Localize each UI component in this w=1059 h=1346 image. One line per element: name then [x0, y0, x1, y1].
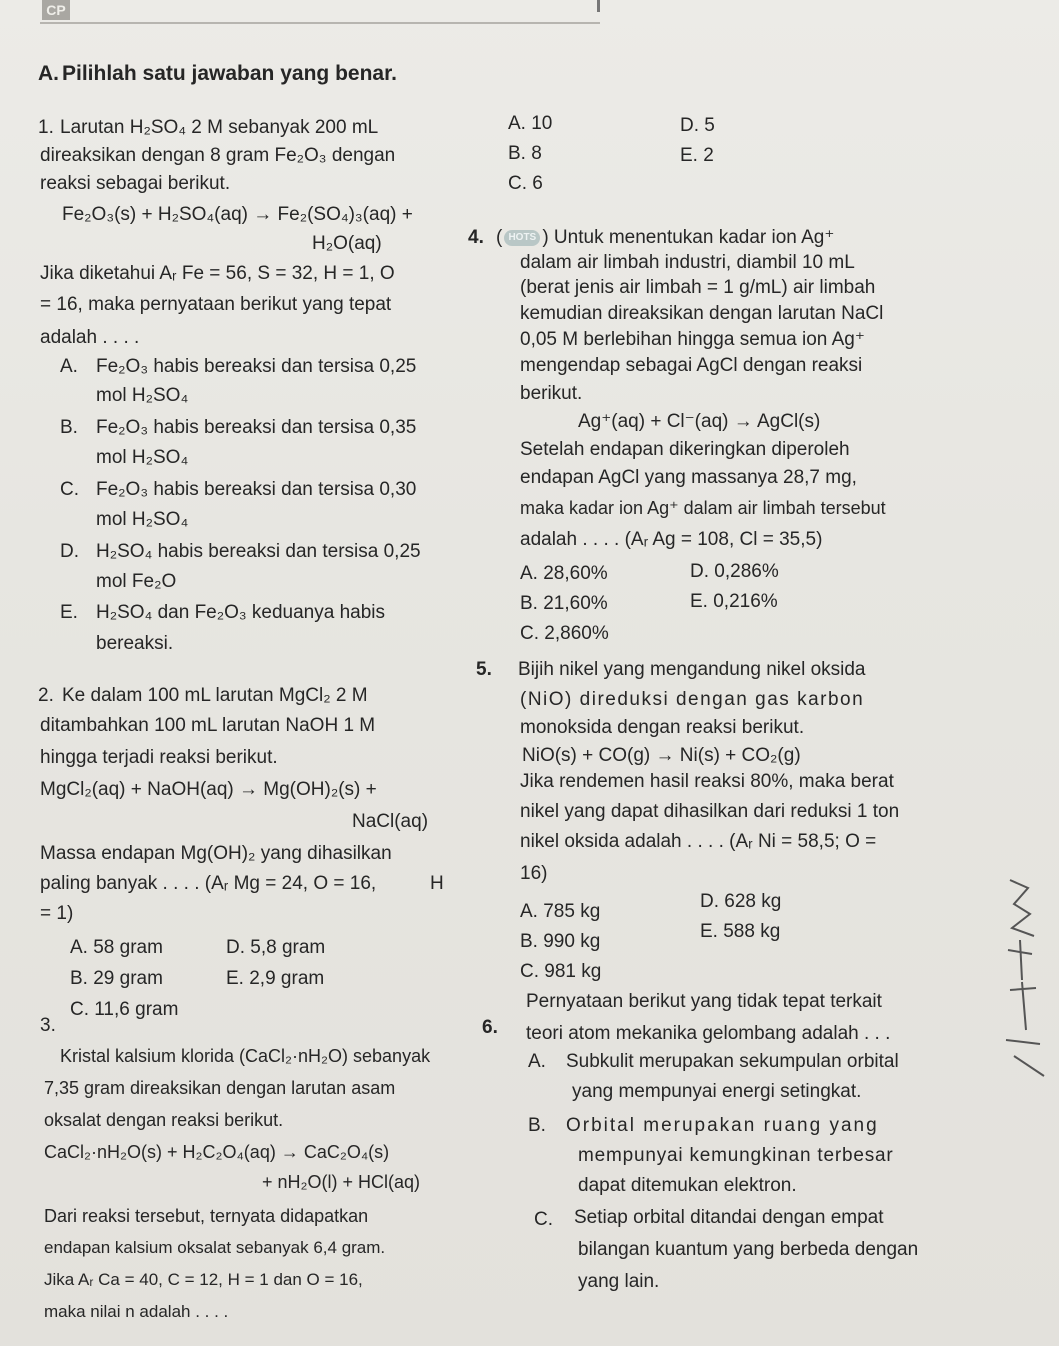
- q5-line-2: (NiO) direduksi dengan gas karbon: [520, 689, 865, 710]
- top-rule: [40, 0, 600, 24]
- section-title: Pilihlah satu jawaban yang benar.: [62, 62, 397, 85]
- q6-option-b-line-3[interactable]: dapat ditemukan elektron.: [578, 1175, 797, 1196]
- q1-option-b-letter[interactable]: B.: [60, 417, 78, 438]
- q1-option-d-letter[interactable]: D.: [60, 541, 79, 562]
- handwritten-margin-mark: [1000, 870, 1050, 1080]
- q4-line-3: kemudian direaksikan dengan larutan NaCl: [520, 303, 884, 324]
- q3-condition-2: endapan kalsium oksalat sebanyak 6,4 gram.: [44, 1238, 386, 1257]
- cp-logo: CP: [42, 0, 70, 20]
- q4-after-1: Setelah endapan dikeringkan diperoleh: [520, 439, 850, 460]
- q3-equation-2: + nH₂O(l) + HCl(aq): [262, 1172, 421, 1192]
- q3-condition-1: Dari reaksi tersebut, ternyata didapatkan: [44, 1206, 369, 1226]
- q1-option-a-text-2[interactable]: mol H₂SO₄: [96, 385, 189, 406]
- q4-intro: ) Untuk menentukan kadar ion Ag⁺: [542, 227, 835, 248]
- q2-equation-1: MgCl₂(aq) + NaOH(aq) → Mg(OH)₂(s) +: [40, 779, 377, 800]
- q4-line-0: [496, 226, 834, 250]
- q5-option-d[interactable]: D. 628 kg: [700, 891, 782, 912]
- q2-line-3: hingga terjadi reaksi berikut.: [40, 747, 278, 768]
- q5-after-1: Jika rendemen hasil reaksi 80%, maka berat: [520, 771, 894, 792]
- q4-option-e[interactable]: E. 0,216%: [690, 591, 778, 612]
- q5-after-4: 16): [520, 863, 548, 884]
- q4-option-c[interactable]: C. 2,860%: [520, 623, 609, 644]
- q1-option-b-text-2[interactable]: mol H₂SO₄: [96, 447, 189, 468]
- q2-line-2: ditambahkan 100 mL larutan NaOH 1 M: [40, 715, 376, 736]
- q4-line-6: berikut.: [520, 383, 583, 404]
- section-letter: A.: [38, 62, 59, 85]
- q4-option-d[interactable]: D. 0,286%: [690, 561, 779, 582]
- q6-option-b-line-1[interactable]: Orbital merupakan ruang yang: [566, 1115, 879, 1136]
- q6-option-a-letter[interactable]: A.: [528, 1051, 546, 1072]
- q2-condition-3: = 1): [40, 903, 74, 924]
- q1-option-d-text[interactable]: H₂SO₄ habis bereaksi dan tersisa 0,25: [96, 541, 421, 562]
- q1-line-1: Larutan H₂SO₄ 2 M sebanyak 200 mL: [60, 117, 379, 138]
- q5-line-1: Bijih nikel yang mengandung nikel oksida: [518, 659, 866, 680]
- q2-option-b[interactable]: B. 29 gram: [70, 968, 163, 989]
- q5-number: 5.: [476, 659, 492, 680]
- q6-option-b-letter[interactable]: B.: [528, 1115, 546, 1136]
- q1-option-c-letter[interactable]: C.: [60, 479, 79, 500]
- q1-line-3: reaksi sebagai berikut.: [40, 173, 231, 194]
- q6-number: 6.: [482, 1017, 498, 1038]
- q6-option-a-line-2[interactable]: yang mempunyai energi setingkat.: [572, 1081, 862, 1102]
- q3-option-d[interactable]: D. 5: [680, 115, 715, 136]
- q4-option-b[interactable]: B. 21,60%: [520, 593, 608, 614]
- q3-option-b[interactable]: B. 8: [508, 143, 542, 164]
- q1-option-e-text[interactable]: H₂SO₄ dan Fe₂O₃ keduanya habis: [96, 602, 386, 623]
- q4-after-4: adalah . . . . (Aᵣ Ag = 108, Cl = 35,5): [520, 529, 823, 550]
- q1-condition-3: adalah . . . .: [40, 327, 140, 348]
- q6-option-c-line-3[interactable]: yang lain.: [578, 1271, 660, 1292]
- q6-option-a-line-1[interactable]: Subkulit merupakan sekumpulan orbital: [566, 1051, 899, 1072]
- q5-equation: NiO(s) + CO(g) → Ni(s) + CO₂(g): [522, 745, 801, 766]
- q5-option-e[interactable]: E. 588 kg: [700, 921, 781, 942]
- q1-condition-2: = 16, maka pernyataan berikut yang tepat: [40, 294, 392, 315]
- q4-option-a[interactable]: A. 28,60%: [520, 563, 608, 584]
- q5-option-a[interactable]: A. 785 kg: [520, 901, 601, 922]
- q5-option-b[interactable]: B. 990 kg: [520, 931, 601, 952]
- q1-option-b-text[interactable]: Fe₂O₃ habis bereaksi dan tersisa 0,35: [96, 417, 417, 438]
- q5-after-2: nikel yang dapat dihasilkan dari reduksi 1 ton: [520, 801, 900, 822]
- q3-option-a[interactable]: A. 10: [508, 113, 553, 134]
- q3-line-1: Kristal kalsium klorida (CaCl₂·nH₂O) sebanyak: [60, 1046, 431, 1066]
- q5-after-3: nikel oksida adalah . . . . (Aᵣ Ni = 58,5; O =: [520, 831, 877, 852]
- q6-option-c-letter[interactable]: C.: [534, 1209, 553, 1230]
- q6-line-1: Pernyataan berikut yang tidak tepat terkait: [526, 991, 882, 1012]
- q3-condition-3: Jika Aᵣ Ca = 40, C = 12, H = 1 dan O = 16,: [44, 1270, 363, 1289]
- q4-equation: Ag⁺(aq) + Cl⁻(aq) → AgCl(s): [578, 411, 821, 432]
- q2-option-c[interactable]: C. 11,6 gram: [70, 999, 179, 1020]
- q6-line-2: teori atom mekanika gelombang adalah . . .: [526, 1023, 891, 1044]
- q2-line-1: Ke dalam 100 mL larutan MgCl₂ 2 M: [62, 685, 368, 706]
- q2-option-d[interactable]: D. 5,8 gram: [226, 937, 326, 958]
- q3-option-e[interactable]: E. 2: [680, 145, 714, 166]
- q3-line-2: 7,35 gram direaksikan dengan larutan asam: [44, 1078, 396, 1098]
- q6-option-c-line-1[interactable]: Setiap orbital ditandai dengan empat: [574, 1207, 884, 1228]
- q2-condition-2b: H: [430, 873, 444, 894]
- q5-option-c[interactable]: C. 981 kg: [520, 961, 602, 982]
- q3-option-c[interactable]: C. 6: [508, 173, 543, 194]
- q1-option-c-text[interactable]: Fe₂O₃ habis bereaksi dan tersisa 0,30: [96, 479, 417, 500]
- hots-badge: HOTS: [504, 230, 540, 246]
- q4-line-4: 0,05 M berlebihan hingga semua ion Ag⁺: [520, 329, 865, 350]
- q4-number: 4.: [468, 227, 484, 248]
- q6-option-c-line-2[interactable]: bilangan kuantum yang berbeda dengan: [578, 1239, 919, 1260]
- q2-equation-2: NaCl(aq): [352, 811, 429, 832]
- q2-number: 2.: [38, 685, 54, 706]
- q3-equation-1: CaCl₂·nH₂O(s) + H₂C₂O₄(aq) → CaC₂O₄(s): [44, 1142, 390, 1162]
- q3-number: 3.: [40, 1015, 56, 1036]
- q1-option-a-text[interactable]: Fe₂O₃ habis bereaksi dan tersisa 0,25: [96, 356, 417, 377]
- q4-paren: (: [496, 227, 503, 248]
- q3-line-3: oksalat dengan reaksi berikut.: [44, 1110, 284, 1130]
- q4-after-2: endapan AgCl yang massanya 28,7 mg,: [520, 467, 857, 488]
- q1-option-c-text-2[interactable]: mol H₂SO₄: [96, 509, 189, 530]
- q2-option-e[interactable]: E. 2,9 gram: [226, 968, 325, 989]
- q1-equation-1: Fe₂O₃(s) + H₂SO₄(aq) → Fe₂(SO₄)₃(aq) +: [62, 204, 413, 225]
- page-tick-mark: [597, 0, 600, 12]
- q1-condition-1: Jika diketahui Aᵣ Fe = 56, S = 32, H = 1, O: [40, 263, 395, 284]
- q1-option-e-letter[interactable]: E.: [60, 602, 78, 623]
- q4-line-2: (berat jenis air limbah = 1 g/mL) air limbah: [520, 277, 876, 298]
- q1-option-e-text-2[interactable]: bereaksi.: [96, 633, 174, 654]
- q1-equation-2: H₂O(aq): [312, 233, 382, 254]
- q5-line-3: monoksida dengan reaksi berikut.: [520, 717, 805, 738]
- q1-option-d-text-2[interactable]: mol Fe₂O: [96, 571, 177, 592]
- q2-condition-2: paling banyak . . . . (Aᵣ Mg = 24, O = 16,: [40, 873, 377, 894]
- q4-line-5: mengendap sebagai AgCl dengan reaksi: [520, 355, 863, 376]
- q1-number: 1.: [38, 117, 54, 138]
- q2-option-a[interactable]: A. 58 gram: [70, 937, 163, 958]
- q1-option-a-letter[interactable]: A.: [60, 356, 78, 377]
- q6-option-b-line-2[interactable]: mempunyai kemungkinan terbesar: [578, 1145, 894, 1166]
- q4-after-3: maka kadar ion Ag⁺ dalam air limbah tersebut: [520, 498, 886, 518]
- q2-condition-1: Massa endapan Mg(OH)₂ yang dihasilkan: [40, 843, 392, 864]
- q4-line-1: dalam air limbah industri, diambil 10 mL: [520, 252, 855, 273]
- q1-line-2: direaksikan dengan 8 gram Fe₂O₃ dengan: [40, 145, 396, 166]
- q3-condition-4: maka nilai n adalah . . . .: [44, 1302, 229, 1321]
